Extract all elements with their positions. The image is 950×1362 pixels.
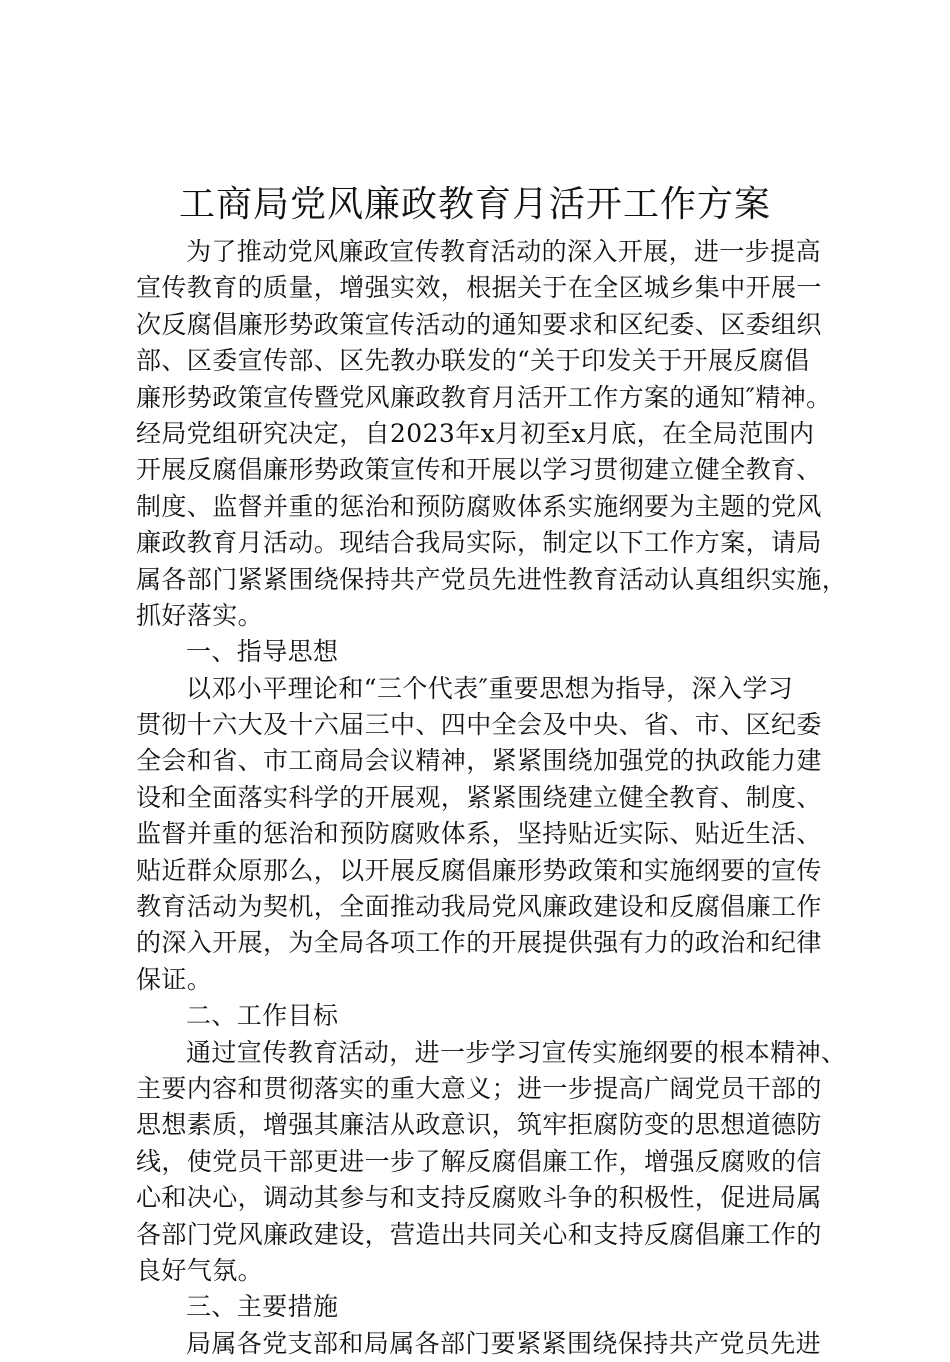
text-line: 部、区委宣传部、区先教办联发的“关于印发关于开展反腐倡 [136, 346, 810, 376]
text-line: 经局党组研究决定，自2023年x月初至x月底，在全局范围内 [136, 418, 815, 448]
text-line: 贯彻十六大及十六届三中、四中全会及中央、省、市、区纪委 [136, 710, 822, 740]
text-line: 保证。 [136, 964, 213, 994]
text-line: 思想素质，增强其廉洁从政意识，筑牢拒腐防变的思想道德防 [136, 1110, 822, 1140]
text-line: 抓好落实。 [136, 600, 264, 630]
text-line: 廉形势政策宣传暨党风廉政教育月活开工作方案的通知″精神。 [136, 382, 832, 412]
text-line: 局属各党支部和局属各部门要紧紧围绕保持共产党员先进 [186, 1328, 822, 1358]
text-line: 全会和省、市工商局会议精神，紧紧围绕加强党的执政能力建 [136, 746, 822, 776]
text-line: 线，使党员干部更进一步了解反腐倡廉工作，增强反腐败的信 [136, 1146, 822, 1176]
text-line: 教育活动为契机，全面推动我局党风廉政建设和反腐倡廉工作 [136, 892, 822, 922]
text-line: 为了推动党风廉政宣传教育活动的深入开展，进一步提高 [186, 237, 822, 266]
text-line: 次反腐倡廉形势政策宣传活动的通知要求和区纪委、区委组织 [136, 309, 822, 339]
text-line: 心和决心，调动其参与和支持反腐败斗争的积极性，促进局属 [136, 1183, 822, 1213]
text-line: 主要内容和贯彻落实的重大意义；进一步提高广阔党员干部的 [136, 1073, 822, 1103]
text-line: 二、工作目标 [186, 1001, 339, 1031]
text-line: 开展反腐倡廉形势政策宣传和开展以学习贯彻建立健全教育、 [136, 455, 822, 485]
text-line: 良好气氛。 [136, 1255, 264, 1285]
text-line: 的深入开展，为全局各项工作的开展提供强有力的政治和纪律 [136, 928, 822, 958]
text-line: 廉政教育月活动。现结合我局实际，制定以下工作方案，请局 [136, 528, 822, 558]
text-line: 各部门党风廉政建设，营造出共同关心和支持反腐倡廉工作的 [136, 1219, 822, 1249]
text-line: 制度、监督并重的惩治和预防腐败体系实施纲要为主题的党风 [136, 491, 822, 521]
text-line: 监督并重的惩治和预防腐败体系，坚持贴近实际、贴近生活、 [136, 819, 822, 849]
text-line: 三、主要措施 [186, 1292, 339, 1322]
text-line: 宣传教育的质量，增强实效，根据关于在全区城乡集中开展一 [136, 273, 822, 303]
text-line: 通过宣传教育活动，进一步学习宣传实施纲要的根本精神、 [186, 1037, 847, 1067]
text-line: 设和全面落实科学的开展观，紧紧围绕建立健全教育、制度、 [136, 782, 822, 812]
text-line: 贴近群众原那么，以开展反腐倡廉形势政策和实施纲要的宣传 [136, 855, 822, 885]
text-line: 以邓小平理论和“三个代表″重要思想为指导，深入学习 [186, 673, 794, 703]
document-body [136, 234, 848, 1362]
text-line: 属各部门紧紧围绕保持共产党员先进性教育活动认真组织实施， [136, 564, 848, 594]
text-line: 一、指导思想 [186, 637, 339, 667]
document-title: 工商局党风廉政教育月活开工作方案 [178, 184, 771, 225]
